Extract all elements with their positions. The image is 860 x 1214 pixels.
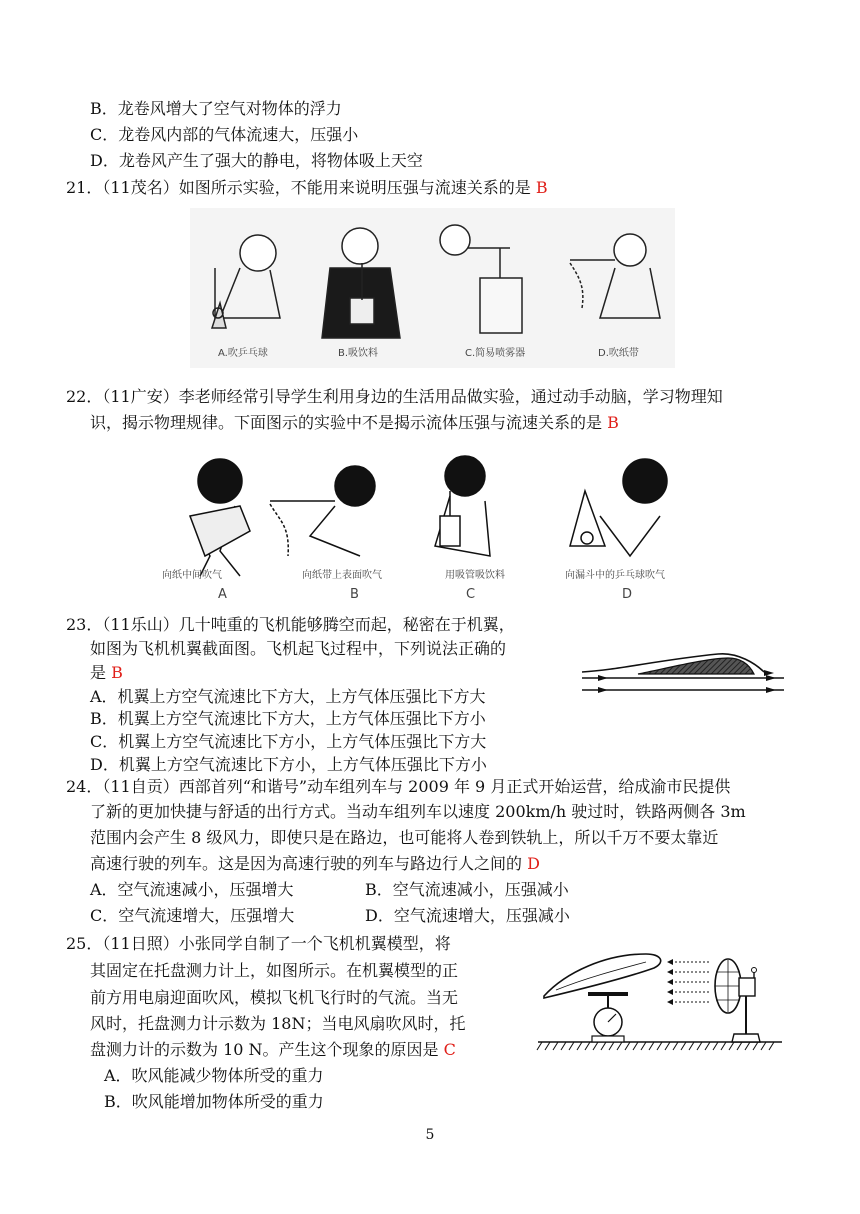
q25-question-line4: 风时，托盘测力计示数为 18N；当电风扇吹风时，托 bbox=[90, 1014, 466, 1033]
q22-figure bbox=[160, 446, 705, 606]
q23-option-c: C．机翼上方空气流速比下方小，上方气体压强比下方大 bbox=[90, 732, 487, 751]
q25-answer: C bbox=[443, 1040, 456, 1059]
q21-question-text: 21．（11茂名）如图所示实验，不能用来说明压强与流速关系的是 bbox=[66, 178, 531, 197]
q23-question-text: 是 bbox=[90, 663, 107, 682]
q22-caption-b: 向纸带上表面吹气 bbox=[302, 570, 382, 581]
q23-question-line1: 23．（11乐山）几十吨重的飞机能够腾空而起，秘密在于机翼， bbox=[66, 615, 515, 634]
q25-question-line1: 25．（11日照）小张同学自制了一个飞机机翼模型，将 bbox=[66, 934, 451, 953]
q22-letter-b: B bbox=[350, 587, 359, 602]
q23-question-line3 bbox=[90, 662, 123, 684]
q22-question-text: 识，揭示物理规律。下面图示的实验中不是揭示流体压强与流速关系的是 bbox=[90, 413, 603, 432]
q21-question bbox=[66, 177, 548, 199]
q25-option-a: A．吹风能减少物体所受的重力 bbox=[104, 1066, 324, 1085]
q24-answer: D bbox=[527, 854, 540, 873]
q23-option-d: D．机翼上方空气流速比下方小，上方气体压强比下方小 bbox=[90, 755, 487, 774]
q22-illustration bbox=[160, 446, 705, 606]
q21-caption-a: A.吹乒乓球 bbox=[218, 348, 268, 359]
q21-illustration bbox=[190, 208, 675, 368]
q25-figure bbox=[536, 942, 786, 1054]
q24-question-line2: 了新的更加快捷与舒适的出行方式。当动车组列车以速度 200km/h 驶过时，铁路两侧各 3m bbox=[90, 802, 746, 821]
q22-question-line1: 22．（11广安）李老师经常引导学生利用身边的生活用品做实验，通过动手动脑，学习物理知 bbox=[66, 387, 723, 406]
q24-question-line3: 范围内会产生 8 级风力，即使只是在路边，也可能将人卷到铁轨上，所以千万不要太靠近 bbox=[90, 828, 719, 847]
q25-option-b: B．吹风能增加物体所受的重力 bbox=[104, 1092, 324, 1111]
q23-option-a: A．机翼上方空气流速比下方大，上方气体压强比下方大 bbox=[90, 687, 486, 706]
q20-option-c: C．龙卷风内部的气体流速大，压强小 bbox=[90, 125, 359, 144]
q25-question-line3: 前方用电扇迎面吹风，模拟飞机飞行时的气流。当无 bbox=[90, 988, 459, 1007]
q22-letter-a: A bbox=[218, 587, 227, 602]
q21-answer: B bbox=[535, 178, 548, 197]
q23-answer: B bbox=[111, 663, 123, 682]
q22-question-line2 bbox=[90, 412, 619, 434]
q22-letter-d: D bbox=[622, 587, 633, 602]
q22-letter-c: C bbox=[466, 587, 476, 602]
q25-question-line5 bbox=[90, 1039, 456, 1061]
q22-caption-a: 向纸中间吹气 bbox=[162, 570, 222, 581]
q21-caption-c: C.简易喷雾器 bbox=[465, 348, 526, 359]
q23-option-b: B．机翼上方空气流速比下方大，上方气体压强比下方小 bbox=[90, 709, 486, 728]
q22-caption-c: 用吸管吸饮料 bbox=[445, 570, 505, 581]
q25-question-line2: 其固定在托盘测力计上，如图所示。在机翼模型的正 bbox=[90, 961, 459, 980]
q20-option-b: B．龙卷风增大了空气对物体的浮力 bbox=[90, 99, 342, 118]
wing-cross-section bbox=[578, 648, 790, 698]
q24-question-line1: 24．（11自贡）西部首列“和谐号”动车组列车与 2009 年 9 月正式开始运营，给成渝市民提供 bbox=[66, 777, 731, 796]
q23-wing-figure bbox=[578, 648, 790, 698]
q24-option-b: B．空气流速减小，压强减小 bbox=[365, 880, 569, 899]
page-number: 5 bbox=[425, 1127, 435, 1143]
wing-model-fan-illustration bbox=[536, 942, 786, 1054]
q21-caption-b: B.吸饮料 bbox=[338, 348, 379, 359]
q21-caption-d: D.吹纸带 bbox=[598, 348, 639, 359]
q24-question-text: 高速行驶的列车。这是因为高速行驶的列车与路边行人之间的 bbox=[90, 854, 523, 873]
q20-option-d: D．龙卷风产生了强大的静电，将物体吸上天空 bbox=[90, 151, 423, 170]
q25-question-text: 盘测力计的示数为 10 N。产生这个现象的原因是 bbox=[90, 1040, 439, 1059]
q21-figure bbox=[190, 208, 675, 368]
q24-option-d: D．空气流速增大，压强减小 bbox=[365, 906, 570, 925]
q24-option-a: A．空气流速减小，压强增大 bbox=[90, 880, 294, 899]
q24-question-line4 bbox=[90, 853, 540, 875]
q23-question-line2: 如图为飞机机翼截面图。飞机起飞过程中，下列说法正确的 bbox=[90, 639, 507, 658]
q22-caption-d: 向漏斗中的乒乓球吹气 bbox=[565, 570, 665, 581]
q24-option-c: C．空气流速增大，压强增大 bbox=[90, 906, 295, 925]
q22-answer: B bbox=[607, 413, 619, 432]
